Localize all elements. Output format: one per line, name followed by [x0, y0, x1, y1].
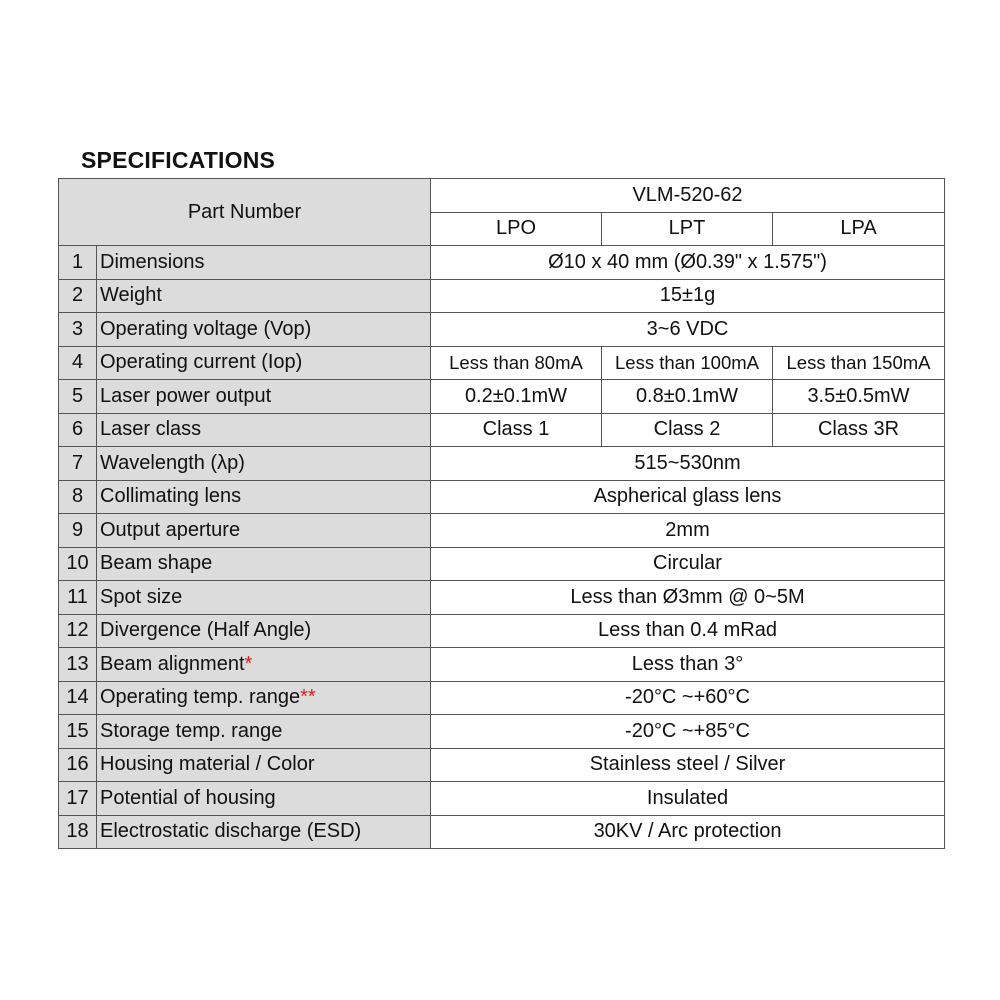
row-value: Less than 150mA: [773, 346, 945, 380]
row-label: Beam shape: [100, 552, 213, 575]
row-label-cell: [97, 380, 431, 414]
row-number: 8: [59, 480, 97, 514]
row-value: Less than 3°: [431, 648, 945, 682]
row-number: 5: [59, 380, 97, 414]
row-label: Storage temp. range: [100, 719, 283, 742]
row-value: -20°C ~+85°C: [431, 715, 945, 749]
table-row: [59, 514, 945, 548]
row-value: Less than 0.4 mRad: [431, 614, 945, 648]
row-value: 0.8±0.1mW: [602, 380, 773, 414]
table-row: [59, 547, 945, 581]
row-number: 6: [59, 413, 97, 447]
row-number: 7: [59, 447, 97, 481]
row-value: Less than 100mA: [602, 346, 773, 380]
row-label: Collimating lens: [100, 485, 242, 508]
specifications-table: [58, 178, 945, 849]
row-label-cell: [97, 547, 431, 581]
row-label-cell: [97, 279, 431, 313]
row-number: 18: [59, 815, 97, 849]
row-value: 15±1g: [431, 279, 945, 313]
row-number: 11: [59, 581, 97, 615]
row-label-cell: [97, 681, 431, 715]
table-row: [59, 715, 945, 749]
row-number: 13: [59, 648, 97, 682]
row-value: Stainless steel / Silver: [431, 748, 945, 782]
row-label: Operating temp. range: [100, 686, 301, 709]
table-row: [59, 748, 945, 782]
table-row: [59, 581, 945, 615]
row-label: Output aperture: [100, 518, 241, 541]
row-label-cell: [97, 614, 431, 648]
row-number: 2: [59, 279, 97, 313]
row-value: Less than 80mA: [431, 346, 602, 380]
row-label: Housing material / Color: [100, 753, 315, 776]
row-label-cell: [97, 246, 431, 280]
table-row: [59, 681, 945, 715]
row-value: 515~530nm: [431, 447, 945, 481]
row-label-cell: [97, 648, 431, 682]
row-label: Dimensions: [100, 250, 205, 273]
row-label: Operating voltage (Vop): [100, 317, 312, 340]
header-row-model: [59, 179, 945, 213]
table-row: [59, 480, 945, 514]
row-number: 17: [59, 782, 97, 816]
row-number: 15: [59, 715, 97, 749]
table-row: [59, 313, 945, 347]
row-label-cell: [97, 581, 431, 615]
row-value: -20°C ~+60°C: [431, 681, 945, 715]
row-number: 1: [59, 246, 97, 280]
row-value: 30KV / Arc protection: [431, 815, 945, 849]
table-row: [59, 279, 945, 313]
row-label-cell: [97, 413, 431, 447]
row-label-cell: [97, 748, 431, 782]
row-value: Class 2: [602, 413, 773, 447]
table-row: [59, 447, 945, 481]
row-number: 9: [59, 514, 97, 548]
row-label: Spot size: [100, 585, 183, 608]
row-label-cell: [97, 447, 431, 481]
part-number-label: Part Number: [59, 179, 431, 246]
row-value: Class 1: [431, 413, 602, 447]
row-label-cell: [97, 346, 431, 380]
row-value: Aspherical glass lens: [431, 480, 945, 514]
variant-lpa: LPA: [773, 212, 945, 246]
row-number: 14: [59, 681, 97, 715]
page-title: SPECIFICATIONS: [81, 147, 276, 173]
row-value: Less than Ø3mm @ 0~5M: [431, 581, 945, 615]
row-label-cell: [97, 815, 431, 849]
table-row: [59, 346, 945, 380]
row-label: Wavelength (λp): [100, 451, 245, 474]
row-label: Potential of housing: [100, 786, 276, 809]
row-value: Ø10 x 40 mm (Ø0.39" x 1.575"): [431, 246, 945, 280]
footnote-mark: **: [300, 686, 316, 709]
row-number: 10: [59, 547, 97, 581]
row-label-cell: [97, 514, 431, 548]
model-name: VLM-520-62: [431, 179, 945, 213]
row-label: Beam alignment: [100, 652, 245, 675]
row-value: Class 3R: [773, 413, 945, 447]
row-label-cell: [97, 715, 431, 749]
row-number: 3: [59, 313, 97, 347]
table-row: [59, 815, 945, 849]
row-value: 0.2±0.1mW: [431, 380, 602, 414]
row-label-cell: [97, 480, 431, 514]
row-label: Laser power output: [100, 384, 272, 407]
row-value: 3~6 VDC: [431, 313, 945, 347]
row-number: 4: [59, 346, 97, 380]
table-row: [59, 614, 945, 648]
row-label: Operating current (Iop): [100, 351, 303, 374]
table-row: [59, 413, 945, 447]
row-label: Electrostatic discharge (ESD): [100, 820, 362, 843]
footnote-mark: *: [244, 652, 253, 675]
row-label: Weight: [100, 284, 162, 307]
table-row: [59, 648, 945, 682]
row-value: 2mm: [431, 514, 945, 548]
row-number: 16: [59, 748, 97, 782]
row-label: Laser class: [100, 418, 202, 441]
row-value: 3.5±0.5mW: [773, 380, 945, 414]
variant-lpt: LPT: [602, 212, 773, 246]
row-value: Insulated: [431, 782, 945, 816]
row-value: Circular: [431, 547, 945, 581]
row-label-cell: [97, 313, 431, 347]
row-label: Divergence (Half Angle): [100, 619, 312, 642]
table-row: [59, 246, 945, 280]
row-number: 12: [59, 614, 97, 648]
table-row: [59, 380, 945, 414]
table-row: [59, 782, 945, 816]
variant-lpo: LPO: [431, 212, 602, 246]
row-label-cell: [97, 782, 431, 816]
